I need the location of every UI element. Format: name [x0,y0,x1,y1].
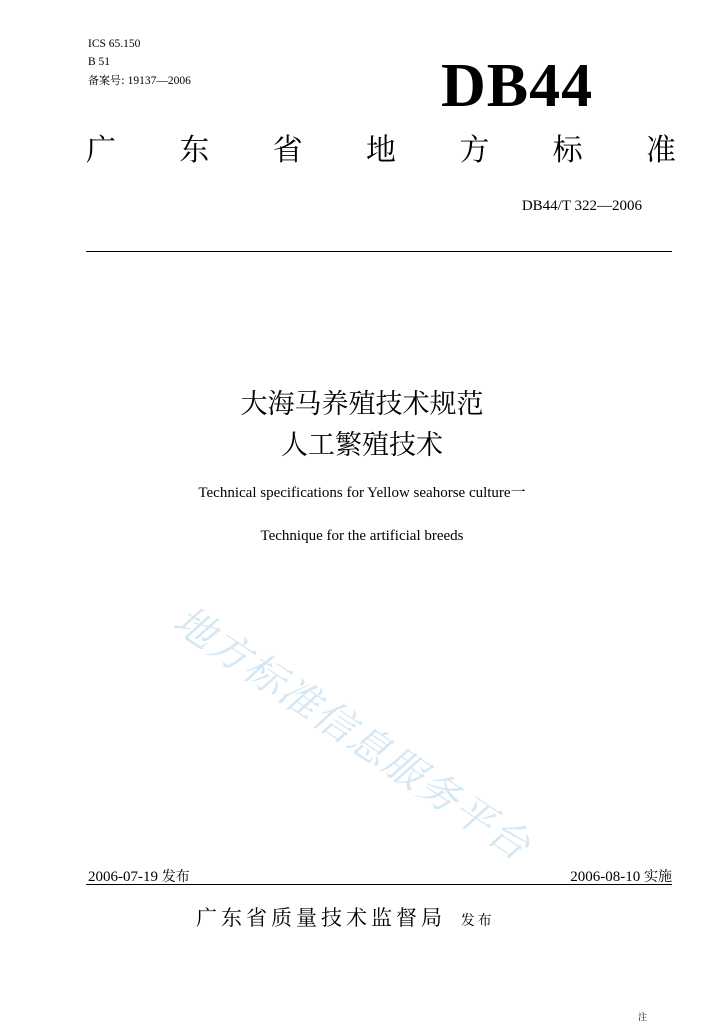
record-number [88,75,191,88]
standard-number: DB44/T 322—2006 [521,198,642,214]
record-label: 备案号: [88,74,125,87]
implementation-date-label: 实施 [644,869,672,885]
standard-type-title [86,133,676,168]
bottom-divider [86,884,672,885]
standard-type-char: 标 [552,133,583,168]
watermark: 地方标准信息服务平台 [165,597,540,871]
standard-type-char: 广 [86,133,116,168]
ics-code: ICS 65.150 [88,38,141,50]
issue-date-value: 2006-07-19 [88,869,158,885]
implementation-date-value: 2006-08-10 [570,869,641,885]
standard-type-char: 地 [365,133,396,168]
record-value: 19137—2006 [127,75,191,87]
authority-name: 广东省质量技术监督局 [196,906,446,930]
standard-type-char: 东 [179,133,210,168]
authority-suffix: 发布 [460,913,495,929]
title-chinese-line2: 人工繁殖技术 [281,430,443,461]
top-divider [86,251,672,252]
issuing-authority [196,908,495,929]
implementation-date [570,866,672,886]
standard-type-char: 方 [459,133,490,168]
title-chinese-line1: 大海马养殖技术规范 [240,389,484,420]
footnote-mark: 注 [638,1013,648,1023]
db44-logo: DB44 [441,52,594,120]
title-english-line1: Technical specifications for Yellow seahorse culture一 [198,485,526,501]
issue-date [88,866,190,886]
title-english-line2: Technique for the artificial breeds [260,528,464,544]
classification-code: B 51 [88,56,111,68]
standard-type-char: 省 [272,133,303,168]
standard-type-char: 准 [645,133,676,168]
issue-date-label: 发布 [161,869,190,885]
